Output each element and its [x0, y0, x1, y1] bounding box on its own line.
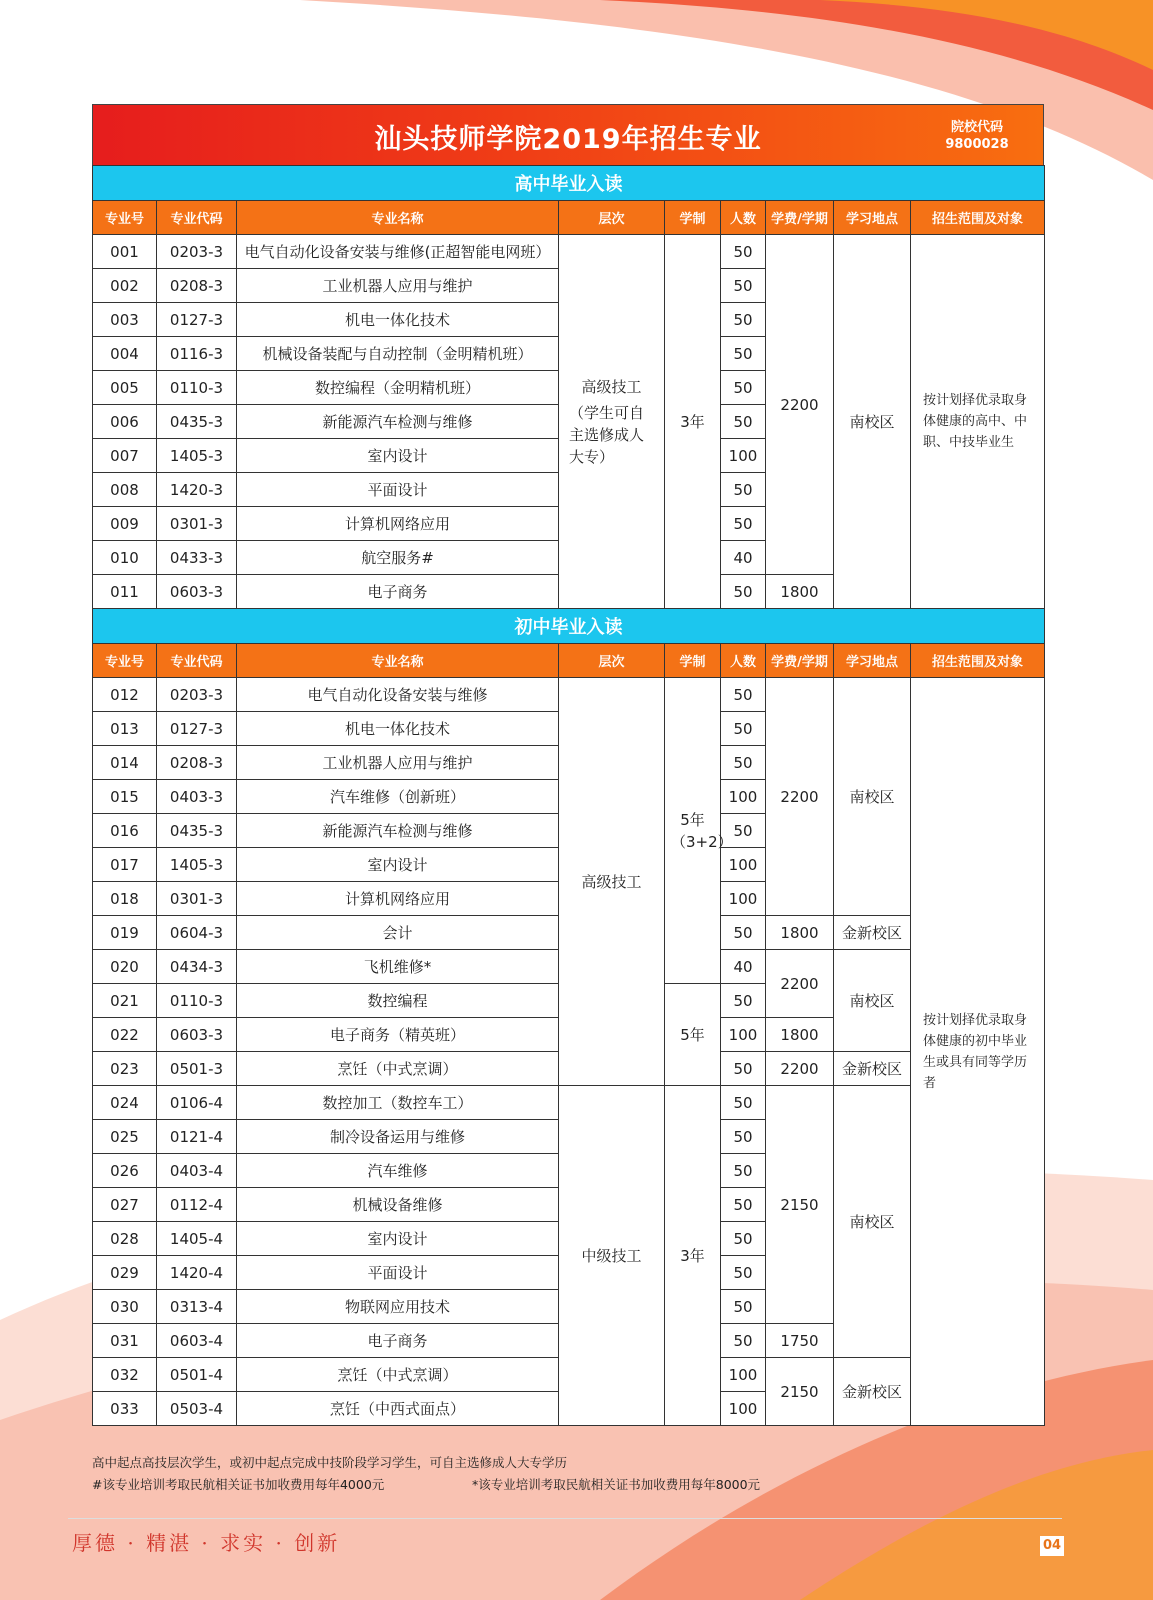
col-header: 专业代码 [157, 644, 237, 678]
section1-body [93, 166, 1045, 609]
enrollment-count: 50 [721, 712, 766, 746]
enrollment-count: 50 [721, 473, 766, 507]
enrollment-count: 50 [721, 1222, 766, 1256]
program-code: 0106-4 [157, 1086, 237, 1120]
enrollment-count: 50 [721, 678, 766, 712]
program-code: 0116-3 [157, 337, 237, 371]
program-name: 机械设备维修 [237, 1188, 559, 1222]
enrollment-count: 100 [721, 1392, 766, 1426]
table-row [93, 1086, 1045, 1120]
level-note: （学生可自主选修成人大专） [569, 403, 645, 466]
col-header: 人数 [721, 644, 766, 678]
program-name: 工业机器人应用与维护 [237, 746, 559, 780]
enrollment-count: 50 [721, 337, 766, 371]
program-name: 室内设计 [237, 1222, 559, 1256]
program-name: 机电一体化技术 [237, 712, 559, 746]
program-code: 0501-4 [157, 1358, 237, 1392]
enrollment-count: 100 [721, 1018, 766, 1052]
page-number: 04 [1040, 1536, 1064, 1556]
program-code: 0121-4 [157, 1120, 237, 1154]
program-number: 022 [93, 1018, 157, 1052]
tuition-cell: 2200 [766, 950, 834, 1018]
page-title: 汕头技师学院2019年招生专业 [374, 124, 762, 155]
program-number: 023 [93, 1052, 157, 1086]
enrollment-count: 40 [721, 950, 766, 984]
col-header: 专业号 [93, 201, 157, 235]
tuition-cell: 2150 [766, 1358, 834, 1426]
program-number: 013 [93, 712, 157, 746]
col-header: 专业号 [93, 644, 157, 678]
program-name: 汽车维修 [237, 1154, 559, 1188]
enrollment-count: 100 [721, 882, 766, 916]
col-header: 专业名称 [237, 201, 559, 235]
program-name: 飞机维修* [237, 950, 559, 984]
program-number: 006 [93, 405, 157, 439]
program-name: 航空服务# [237, 541, 559, 575]
program-name: 电气自动化设备安装与维修(正超智能电网班） [237, 235, 559, 269]
level-cell: 高级技工 [559, 678, 665, 1086]
footnote-star: *该专业培训考取民航相关证书加收费用每年8000元 [472, 1477, 761, 1492]
enrollment-count: 50 [721, 1052, 766, 1086]
program-number: 016 [93, 814, 157, 848]
program-name: 新能源汽车检测与维修 [237, 814, 559, 848]
footer-divider [68, 1518, 1062, 1519]
enrollment-count: 50 [721, 1188, 766, 1222]
program-name: 室内设计 [237, 848, 559, 882]
footnote-1: 高中起点高技层次学生，或初中起点完成中技阶段学习学生，可自主选修成人大专学历 [92, 1455, 568, 1470]
program-code: 0434-3 [157, 950, 237, 984]
program-code: 0433-3 [157, 541, 237, 575]
section2-body [93, 609, 1045, 1426]
duration-cell: 3年 [665, 1086, 721, 1426]
col-header: 层次 [559, 201, 665, 235]
program-name: 制冷设备运用与维修 [237, 1120, 559, 1154]
program-code: 1405-3 [157, 439, 237, 473]
program-name: 机械设备装配与自动控制（金明精机班） [237, 337, 559, 371]
program-code: 0501-3 [157, 1052, 237, 1086]
scope-cell: 按计划择优录取身体健康的初中毕业生或具有同等学历者 [911, 678, 1045, 1426]
program-code: 0403-3 [157, 780, 237, 814]
program-number: 012 [93, 678, 157, 712]
program-number: 010 [93, 541, 157, 575]
program-number: 021 [93, 984, 157, 1018]
program-number: 004 [93, 337, 157, 371]
tuition-cell: 1800 [766, 575, 834, 609]
school-code [937, 119, 1017, 153]
enrollment-count: 50 [721, 303, 766, 337]
col-header: 层次 [559, 644, 665, 678]
enrollment-count: 50 [721, 1154, 766, 1188]
program-number: 011 [93, 575, 157, 609]
enrollment-count: 50 [721, 269, 766, 303]
program-code: 0208-3 [157, 269, 237, 303]
program-number: 027 [93, 1188, 157, 1222]
program-code: 0604-3 [157, 916, 237, 950]
enrollment-count: 100 [721, 1358, 766, 1392]
col-header: 学习地点 [834, 201, 911, 235]
level-cell: 中级技工 [559, 1086, 665, 1426]
col-header: 学制 [665, 201, 721, 235]
program-code: 1405-4 [157, 1222, 237, 1256]
program-code: 0110-3 [157, 984, 237, 1018]
footnotes [92, 1452, 992, 1496]
program-name: 电气自动化设备安装与维修 [237, 678, 559, 712]
program-code: 0301-3 [157, 882, 237, 916]
enrollment-count: 100 [721, 848, 766, 882]
program-code: 0435-3 [157, 814, 237, 848]
program-name: 数控编程（金明精机班） [237, 371, 559, 405]
column-header-row [93, 644, 1045, 678]
program-number: 031 [93, 1324, 157, 1358]
program-number: 025 [93, 1120, 157, 1154]
program-name: 烹饪（中式烹调） [237, 1052, 559, 1086]
program-name: 电子商务 [237, 575, 559, 609]
title-bar [92, 104, 1044, 165]
location-cell: 金新校区 [834, 916, 911, 950]
table-row [93, 235, 1045, 269]
section-header-senior [93, 166, 1045, 201]
tuition-cell: 2150 [766, 1086, 834, 1324]
program-code: 0603-3 [157, 575, 237, 609]
program-name: 电子商务 [237, 1324, 559, 1358]
program-code: 0503-4 [157, 1392, 237, 1426]
program-code: 0127-3 [157, 303, 237, 337]
program-name: 烹饪（中西式面点） [237, 1392, 559, 1426]
program-number: 033 [93, 1392, 157, 1426]
program-code: 0112-4 [157, 1188, 237, 1222]
program-number: 014 [93, 746, 157, 780]
program-name: 平面设计 [237, 473, 559, 507]
school-motto: 厚德 · 精湛 · 求实 · 创新 [72, 1531, 341, 1555]
section-header-junior [93, 609, 1045, 644]
enrollment-count: 50 [721, 405, 766, 439]
program-number: 028 [93, 1222, 157, 1256]
enrollment-count: 50 [721, 916, 766, 950]
program-name: 计算机网络应用 [237, 507, 559, 541]
program-code: 0603-3 [157, 1018, 237, 1052]
location-cell: 南校区 [834, 950, 911, 1052]
level-label: 高级技工 [581, 377, 642, 396]
table-row [93, 678, 1045, 712]
tuition-cell: 2200 [766, 1052, 834, 1086]
location-cell: 金新校区 [834, 1052, 911, 1086]
program-name: 电子商务（精英班） [237, 1018, 559, 1052]
location-cell: 金新校区 [834, 1358, 911, 1426]
enrollment-count: 100 [721, 780, 766, 814]
program-number: 018 [93, 882, 157, 916]
enrollment-count: 50 [721, 1324, 766, 1358]
program-name: 平面设计 [237, 1256, 559, 1290]
duration-cell: 5年（3+2） [665, 678, 721, 984]
program-number: 029 [93, 1256, 157, 1290]
level-cell [559, 235, 665, 609]
col-header: 学费/学期 [766, 644, 834, 678]
enrollment-count: 50 [721, 507, 766, 541]
program-number: 015 [93, 780, 157, 814]
program-code: 0403-4 [157, 1154, 237, 1188]
scope-cell: 按计划择优录取身体健康的高中、中职、中技毕业生 [911, 235, 1045, 609]
program-code: 0603-4 [157, 1324, 237, 1358]
enrollment-count: 50 [721, 575, 766, 609]
program-code: 0313-4 [157, 1290, 237, 1324]
program-name: 工业机器人应用与维护 [237, 269, 559, 303]
program-number: 032 [93, 1358, 157, 1392]
program-number: 017 [93, 848, 157, 882]
program-code: 1420-3 [157, 473, 237, 507]
tuition-cell: 2200 [766, 235, 834, 575]
enrollment-count: 50 [721, 1120, 766, 1154]
tuition-cell: 1800 [766, 916, 834, 950]
col-header: 学习地点 [834, 644, 911, 678]
col-header: 学费/学期 [766, 201, 834, 235]
admissions-sheet [92, 104, 1044, 1426]
column-header-row [93, 201, 1045, 235]
col-header: 学制 [665, 644, 721, 678]
tuition-cell: 2200 [766, 678, 834, 916]
col-header: 招生范围及对象 [911, 201, 1045, 235]
enrollment-count: 50 [721, 814, 766, 848]
program-name: 烹饪（中式烹调） [237, 1358, 559, 1392]
program-name: 物联网应用技术 [237, 1290, 559, 1324]
program-code: 0435-3 [157, 405, 237, 439]
location-cell: 南校区 [834, 1086, 911, 1358]
program-number: 003 [93, 303, 157, 337]
enrollment-count: 50 [721, 371, 766, 405]
program-name: 数控编程 [237, 984, 559, 1018]
tuition-cell: 1750 [766, 1324, 834, 1358]
program-name: 汽车维修（创新班） [237, 780, 559, 814]
program-name: 数控加工（数控车工） [237, 1086, 559, 1120]
col-header: 专业名称 [237, 644, 559, 678]
footnote-hash: #该专业培训考取民航相关证书加收费用每年4000元 [92, 1477, 385, 1492]
enrollment-count: 50 [721, 984, 766, 1018]
program-number: 001 [93, 235, 157, 269]
footnote-row [92, 1474, 992, 1496]
program-code: 0203-3 [157, 235, 237, 269]
programs-table [92, 165, 1045, 1426]
school-code-label: 院校代码 [950, 120, 1003, 135]
tuition-cell: 1800 [766, 1018, 834, 1052]
program-name: 室内设计 [237, 439, 559, 473]
program-name: 机电一体化技术 [237, 303, 559, 337]
program-code: 0301-3 [157, 507, 237, 541]
duration-cell: 3年 [665, 235, 721, 609]
location-cell: 南校区 [834, 235, 911, 609]
program-code: 0208-3 [157, 746, 237, 780]
duration-cell: 5年 [665, 984, 721, 1086]
program-name: 会计 [237, 916, 559, 950]
location-cell: 南校区 [834, 678, 911, 916]
col-header: 招生范围及对象 [911, 644, 1045, 678]
program-number: 005 [93, 371, 157, 405]
program-number: 020 [93, 950, 157, 984]
enrollment-count: 50 [721, 1290, 766, 1324]
program-code: 1405-3 [157, 848, 237, 882]
program-number: 008 [93, 473, 157, 507]
program-number: 026 [93, 1154, 157, 1188]
program-number: 002 [93, 269, 157, 303]
program-code: 0203-3 [157, 678, 237, 712]
enrollment-count: 100 [721, 439, 766, 473]
program-name: 新能源汽车检测与维修 [237, 405, 559, 439]
program-number: 030 [93, 1290, 157, 1324]
program-number: 009 [93, 507, 157, 541]
section-title: 高中毕业入读 [93, 166, 1045, 201]
program-name: 计算机网络应用 [237, 882, 559, 916]
enrollment-count: 40 [721, 541, 766, 575]
col-header: 人数 [721, 201, 766, 235]
section-title: 初中毕业入读 [93, 609, 1045, 644]
program-number: 024 [93, 1086, 157, 1120]
program-number: 019 [93, 916, 157, 950]
enrollment-count: 50 [721, 235, 766, 269]
program-code: 0110-3 [157, 371, 237, 405]
school-code-value: 9800028 [945, 137, 1009, 152]
enrollment-count: 50 [721, 746, 766, 780]
enrollment-count: 50 [721, 1256, 766, 1290]
enrollment-count: 50 [721, 1086, 766, 1120]
program-code: 1420-4 [157, 1256, 237, 1290]
col-header: 专业代码 [157, 201, 237, 235]
program-code: 0127-3 [157, 712, 237, 746]
program-number: 007 [93, 439, 157, 473]
